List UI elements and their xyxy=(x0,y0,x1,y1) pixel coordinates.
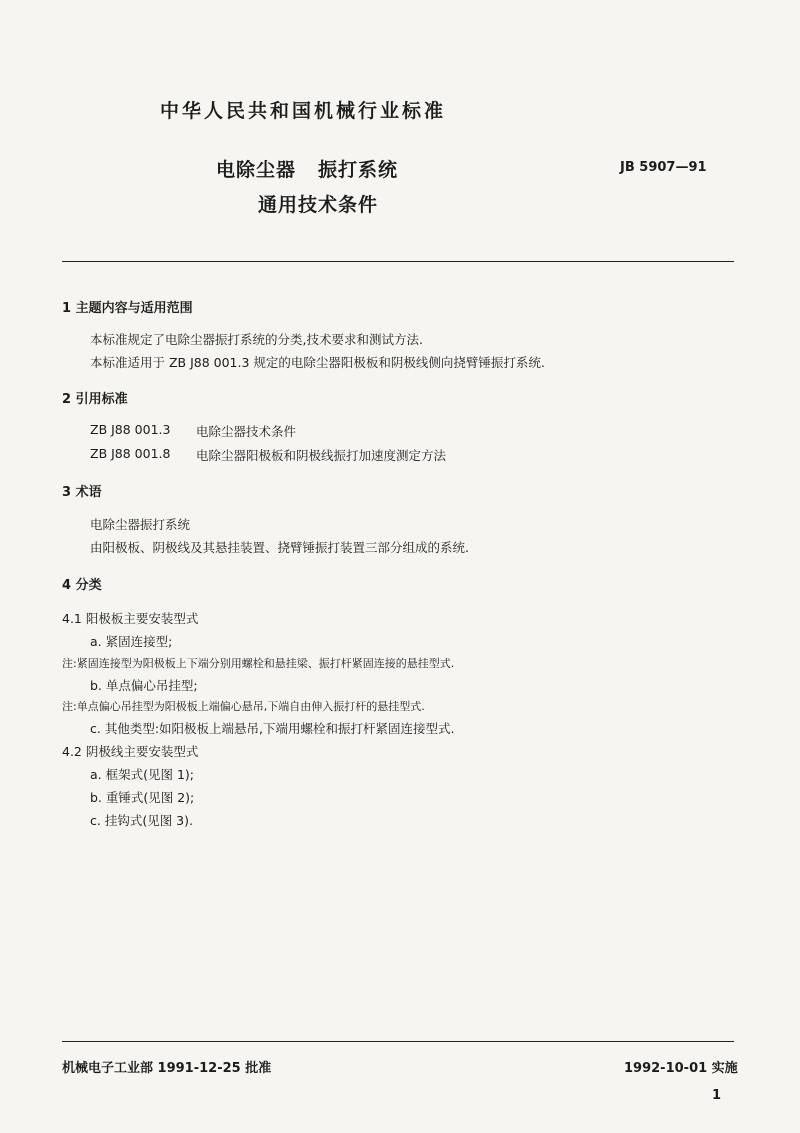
implementation-date: 1992-10-01 实施 xyxy=(624,1061,738,1076)
section-4-1-heading: 4.1 阳极板主要安装型式 xyxy=(62,611,199,626)
note-text: 注:紧固连接型为阳极板上下端分别用螺栓和悬挂梁、振打杆紧固连接的悬挂型式. xyxy=(62,657,455,670)
section-1-paragraph-2: 本标准适用于 ZB J88 001.3 规定的电除尘器阳极板和阴极线侧向挠臂锤振打系统. xyxy=(90,355,545,370)
reference-title: 电除尘器技术条件 xyxy=(196,424,297,439)
document-title-line2: 通用技术条件 xyxy=(258,194,379,216)
reference-code: ZB J88 001.3 xyxy=(90,422,171,437)
section-2-heading: 2 引用标准 xyxy=(62,392,128,407)
section-4-heading: 4 分类 xyxy=(62,578,102,593)
standard-category-header: 中华人民共和国机械行业标准 xyxy=(160,100,447,122)
list-item: a. 紧固连接型; xyxy=(90,634,173,649)
section-1-paragraph-1: 本标准规定了电除尘器振打系统的分类,技术要求和测试方法. xyxy=(90,332,423,347)
footer-divider xyxy=(62,1041,734,1042)
title-part2: 振打系统 xyxy=(318,159,399,181)
page-number: 1 xyxy=(712,1088,722,1103)
approval-info: 机械电子工业部 1991-12-25 批准 xyxy=(62,1061,272,1076)
reference-code: ZB J88 001.8 xyxy=(90,446,171,461)
note-text: 注:单点偏心吊挂型为阳极板上端偏心悬吊,下端自由伸入振打杆的悬挂型式. xyxy=(62,700,425,713)
term-name: 电除尘器振打系统 xyxy=(90,517,191,532)
list-item: c. 其他类型:如阳极板上端悬吊,下端用螺栓和振打杆紧固连接型式. xyxy=(90,721,455,736)
term-definition: 由阳极板、阴极线及其悬挂装置、挠臂锤振打装置三部分组成的系统. xyxy=(90,540,469,555)
standard-code: JB 5907—91 xyxy=(620,160,707,175)
section-3-heading: 3 术语 xyxy=(62,485,102,500)
list-item: b. 重锤式(见图 2); xyxy=(90,790,195,805)
section-4-2-heading: 4.2 阴极线主要安装型式 xyxy=(62,744,199,759)
section-1-heading: 1 主题内容与适用范围 xyxy=(62,301,193,316)
document-title-line1 xyxy=(216,155,398,182)
title-part1: 电除尘器 xyxy=(216,159,297,181)
list-item: c. 挂钩式(见图 3). xyxy=(90,813,193,828)
reference-title: 电除尘器阳极板和阴极线振打加速度测定方法 xyxy=(196,448,447,463)
header-divider xyxy=(62,261,734,262)
list-item: b. 单点偏心吊挂型; xyxy=(90,678,198,693)
list-item: a. 框架式(见图 1); xyxy=(90,767,194,782)
